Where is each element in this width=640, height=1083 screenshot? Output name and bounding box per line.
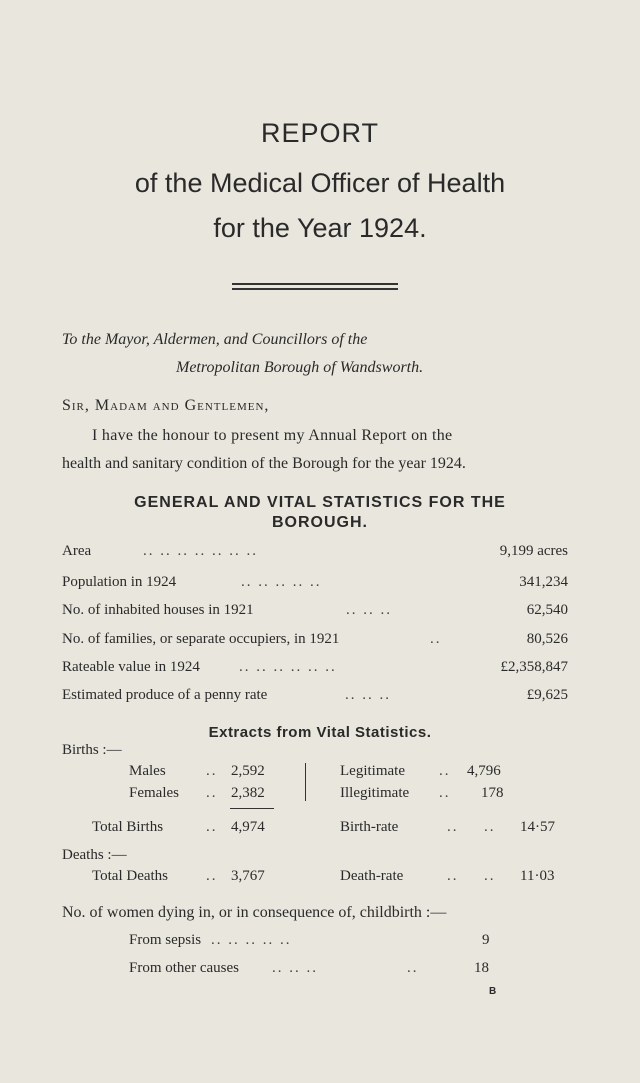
stat-area-dots: .. .. .. .. .. .. .. [143,543,258,559]
total-births-value: 4,974 [231,819,265,835]
signature-mark: B [489,986,497,997]
total-deaths-label: Total Deaths [92,868,169,884]
childbirth-heading: No. of women dying in, or in consequence of, childbirth :— [62,904,447,921]
legitimate-label: Legitimate [340,763,405,779]
legitimate-dots: .. [439,763,451,779]
males-value: 2,592 [231,763,265,779]
salutation: Sir, Madam and Gentlemen, [62,397,270,414]
other-causes-value: 18 [474,960,489,976]
double-rule-bottom [232,288,398,290]
death-rate-value: 11·03 [520,868,555,884]
stat-population-dots: .. .. .. .. .. [241,574,322,590]
births-sum-rule [230,808,274,809]
stat-population-label: Population in 1924 [62,574,177,590]
females-label: Females [129,785,179,801]
total-births-label: Total Births [92,819,164,835]
other-causes-label: From other causes [129,960,239,976]
report-subtitle: of the Medical Officer of Health [134,168,506,198]
stat-families-dots: .. [430,631,442,647]
death-rate-dots: .. [447,868,459,884]
stat-population-value: 341,234 [519,574,568,590]
birth-rate-dots-2: .. [484,819,496,835]
death-rate-label: Death-rate [340,868,404,884]
death-rate-dots-2: .. [484,868,496,884]
stat-families-label: No. of families, or separate occupiers, in 1921 [62,631,340,647]
stat-area-label: Area [62,543,92,559]
stat-rateable-dots: .. .. .. .. .. .. [239,659,337,675]
stat-families-value: 80,526 [526,631,568,647]
illegitimate-label: Illegitimate [340,785,410,801]
total-births-dots: .. [206,819,218,835]
address-line-1: To the Mayor, Aldermen, and Councillors of the [62,331,368,348]
birth-rate-label: Birth-rate [340,819,399,835]
legitimate-value: 4,796 [467,763,501,779]
females-dots: .. [206,785,218,801]
sepsis-value: 9 [482,932,490,948]
sepsis-dots: .. .. .. .. .. [211,932,292,948]
stat-area-value: 9,199 acres [499,543,568,559]
address-line-2: Metropolitan Borough of Wandsworth. [176,359,424,376]
report-year: for the Year 1924. [213,213,427,243]
extracts-heading: Extracts from Vital Statistics. [208,724,432,741]
double-rule-top [232,283,398,285]
stat-houses-dots: .. .. .. [346,602,392,618]
total-deaths-value: 3,767 [231,868,265,884]
birth-rate-dots: .. [447,819,459,835]
section-heading-line-2: BOROUGH. [272,514,368,531]
deaths-heading: Deaths :— [62,847,127,863]
illegitimate-dots: .. [439,785,451,801]
other-causes-dots-2: .. [407,960,419,976]
stat-houses-label: No. of inhabited houses in 1921 [62,602,254,618]
intro-line-2: health and sanitary condition of the Borough for the year 1924. [62,455,466,472]
section-heading-line-1: GENERAL AND VITAL STATISTICS FOR THE [134,494,506,511]
males-label: Males [129,763,166,779]
births-divider [305,763,306,801]
females-value: 2,382 [231,785,265,801]
illegitimate-value: 178 [481,785,504,801]
stat-houses-value: 62,540 [526,602,568,618]
stat-penny-rate-label: Estimated produce of a penny rate [62,687,268,703]
report-title: REPORT [260,118,380,148]
total-deaths-dots: .. [206,868,218,884]
stat-rateable-label: Rateable value in 1924 [62,659,200,675]
births-heading: Births :— [62,742,122,758]
intro-line-1: I have the honour to present my Annual Report on the [92,427,453,444]
sepsis-label: From sepsis [129,932,202,948]
stat-rateable-value: £2,358,847 [500,659,568,675]
stat-penny-rate-value: £9,625 [526,687,568,703]
males-dots: .. [206,763,218,779]
birth-rate-value: 14·57 [520,819,555,835]
stat-penny-rate-dots: .. .. .. [345,687,391,703]
other-causes-dots: .. .. .. [272,960,318,976]
